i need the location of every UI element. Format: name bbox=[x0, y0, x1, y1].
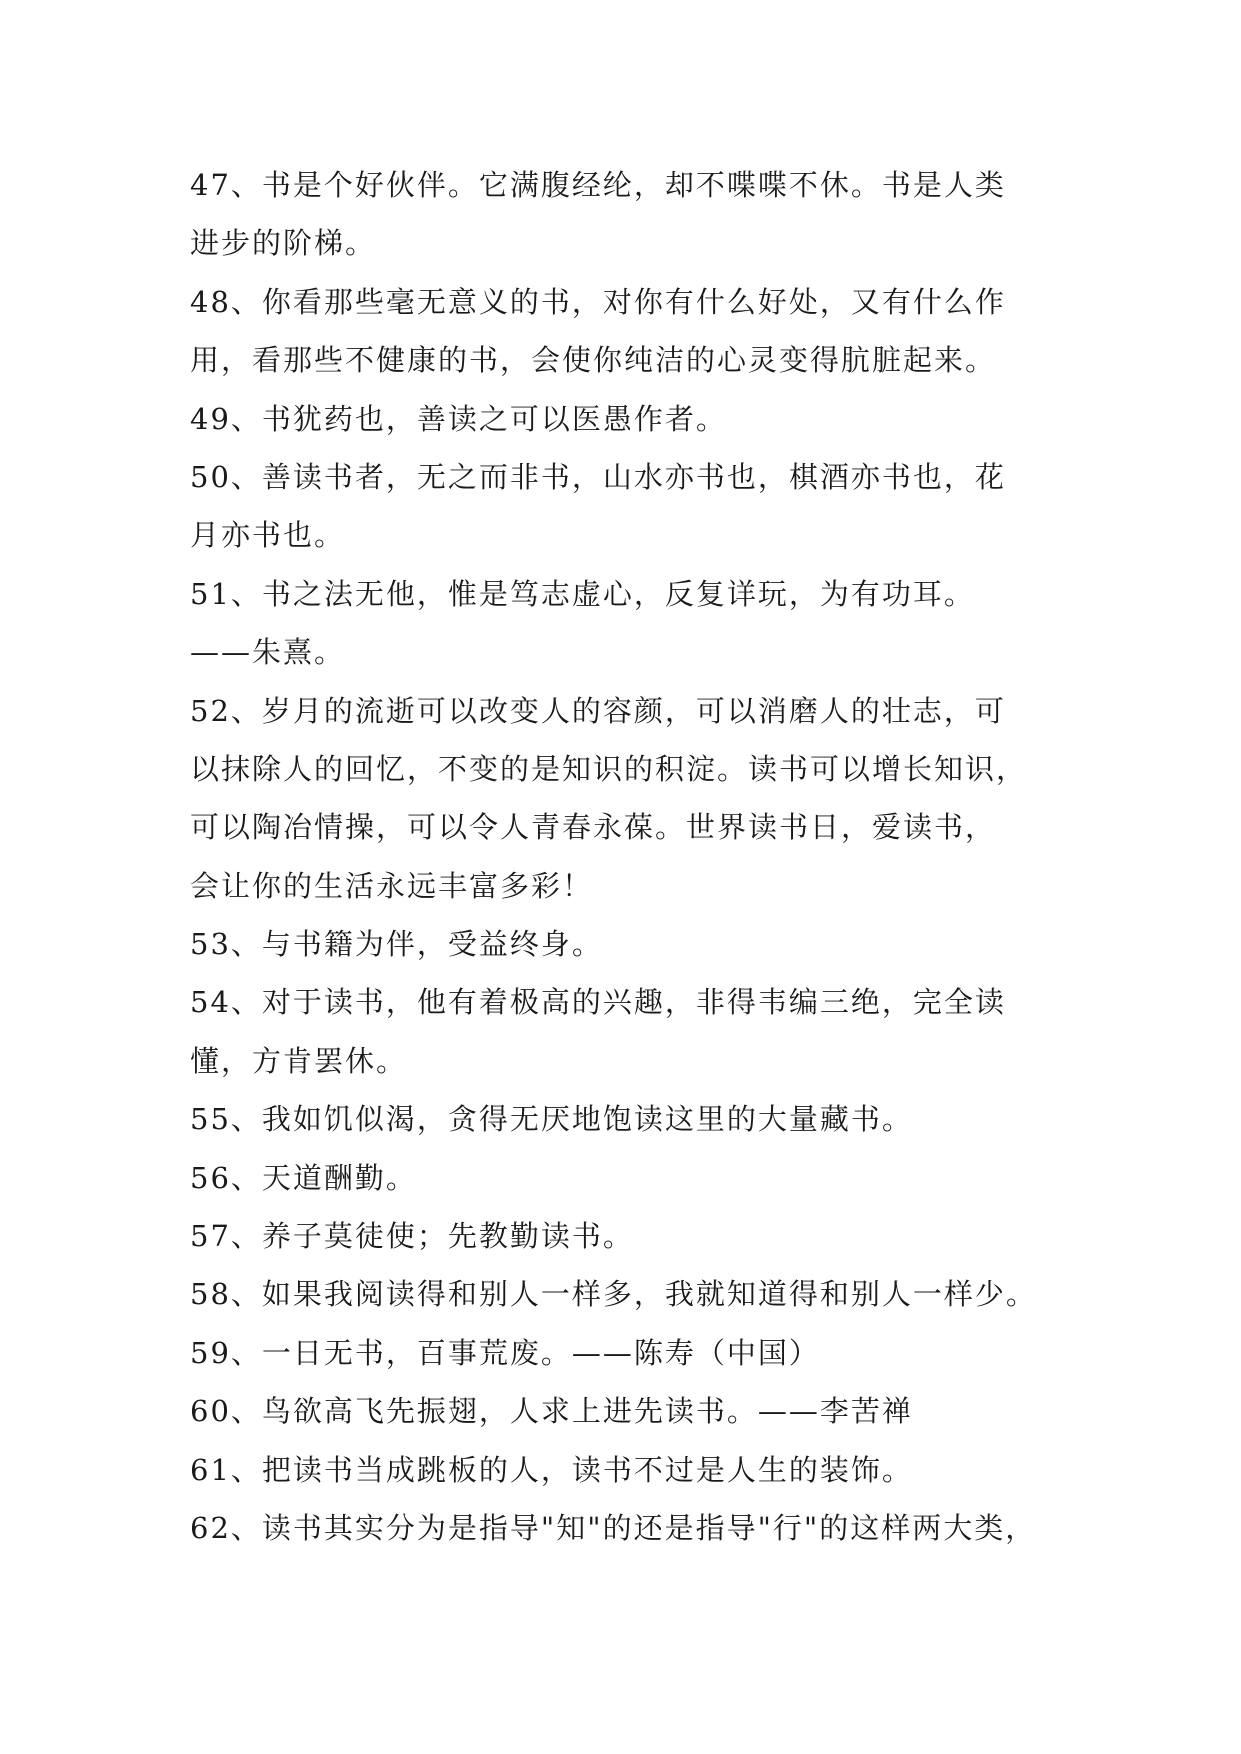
text-line: 可以陶冶情操，可以令人青春永葆。世界读书日，爱读书， bbox=[190, 810, 997, 845]
text-line: 月亦书也。 bbox=[190, 518, 346, 553]
text-line: 进步的阶梯。 bbox=[190, 226, 377, 261]
text-line: 62、读书其实分为是指导"知"的还是指导"行"的这样两大类， bbox=[190, 1510, 1037, 1545]
text-line: 51、书之法无他，惟是笃志虚心，反复详玩，为有功耳。 bbox=[190, 576, 975, 611]
text-line: 56、天道酬勤。 bbox=[190, 1160, 417, 1195]
text-line: 54、对于读书，他有着极高的兴趣，非得韦编三绝，完全读 bbox=[190, 985, 1006, 1020]
text-line: 47、书是个好伙伴。它满腹经纶，却不喋喋不休。书是人类 bbox=[190, 168, 1006, 202]
text-line: 57、养子莫徒使；先教勤读书。 bbox=[190, 1219, 634, 1254]
text-line: 49、书犹药也，善读之可以医愚作者。 bbox=[190, 401, 727, 436]
text-line: 会让你的生活永远丰富多彩！ bbox=[190, 868, 594, 903]
text-line: 58、如果我阅读得和别人一样多，我就知道得和别人一样少。 bbox=[190, 1277, 1037, 1312]
text-line: 懂，方肯罢休。 bbox=[190, 1043, 408, 1078]
text-line: 60、鸟欲高飞先振翅，人求上进先读书。——李苦禅 bbox=[190, 1394, 913, 1429]
text-line: 59、一日无书，百事荒废。——陈寿（中国） bbox=[190, 1335, 820, 1370]
text-line: 50、善读书者，无之而非书，山水亦书也，棋酒亦书也，花 bbox=[190, 459, 1006, 494]
text-line: 55、我如饥似渴，贪得无厌地饱读这里的大量藏书。 bbox=[190, 1102, 913, 1137]
quote-text-block bbox=[190, 156, 1080, 1557]
text-line: ——朱熹。 bbox=[190, 635, 346, 670]
text-line: 52、岁月的流逝可以改变人的容颜，可以消磨人的壮志，可 bbox=[190, 693, 1006, 728]
text-line: 用，看那些不健康的书，会使你纯洁的心灵变得肮脏起来。 bbox=[190, 343, 997, 378]
text-line: 53、与书籍为伴，受益终身。 bbox=[190, 927, 603, 962]
text-line: 48、你看那些毫无意义的书，对你有什么好处，又有什么作 bbox=[190, 284, 1006, 319]
text-line: 以抹除人的回忆，不变的是知识的积淀。读书可以增长知识， bbox=[190, 751, 1028, 786]
text-line: 61、把读书当成跳板的人，读书不过是人生的装饰。 bbox=[190, 1452, 913, 1487]
